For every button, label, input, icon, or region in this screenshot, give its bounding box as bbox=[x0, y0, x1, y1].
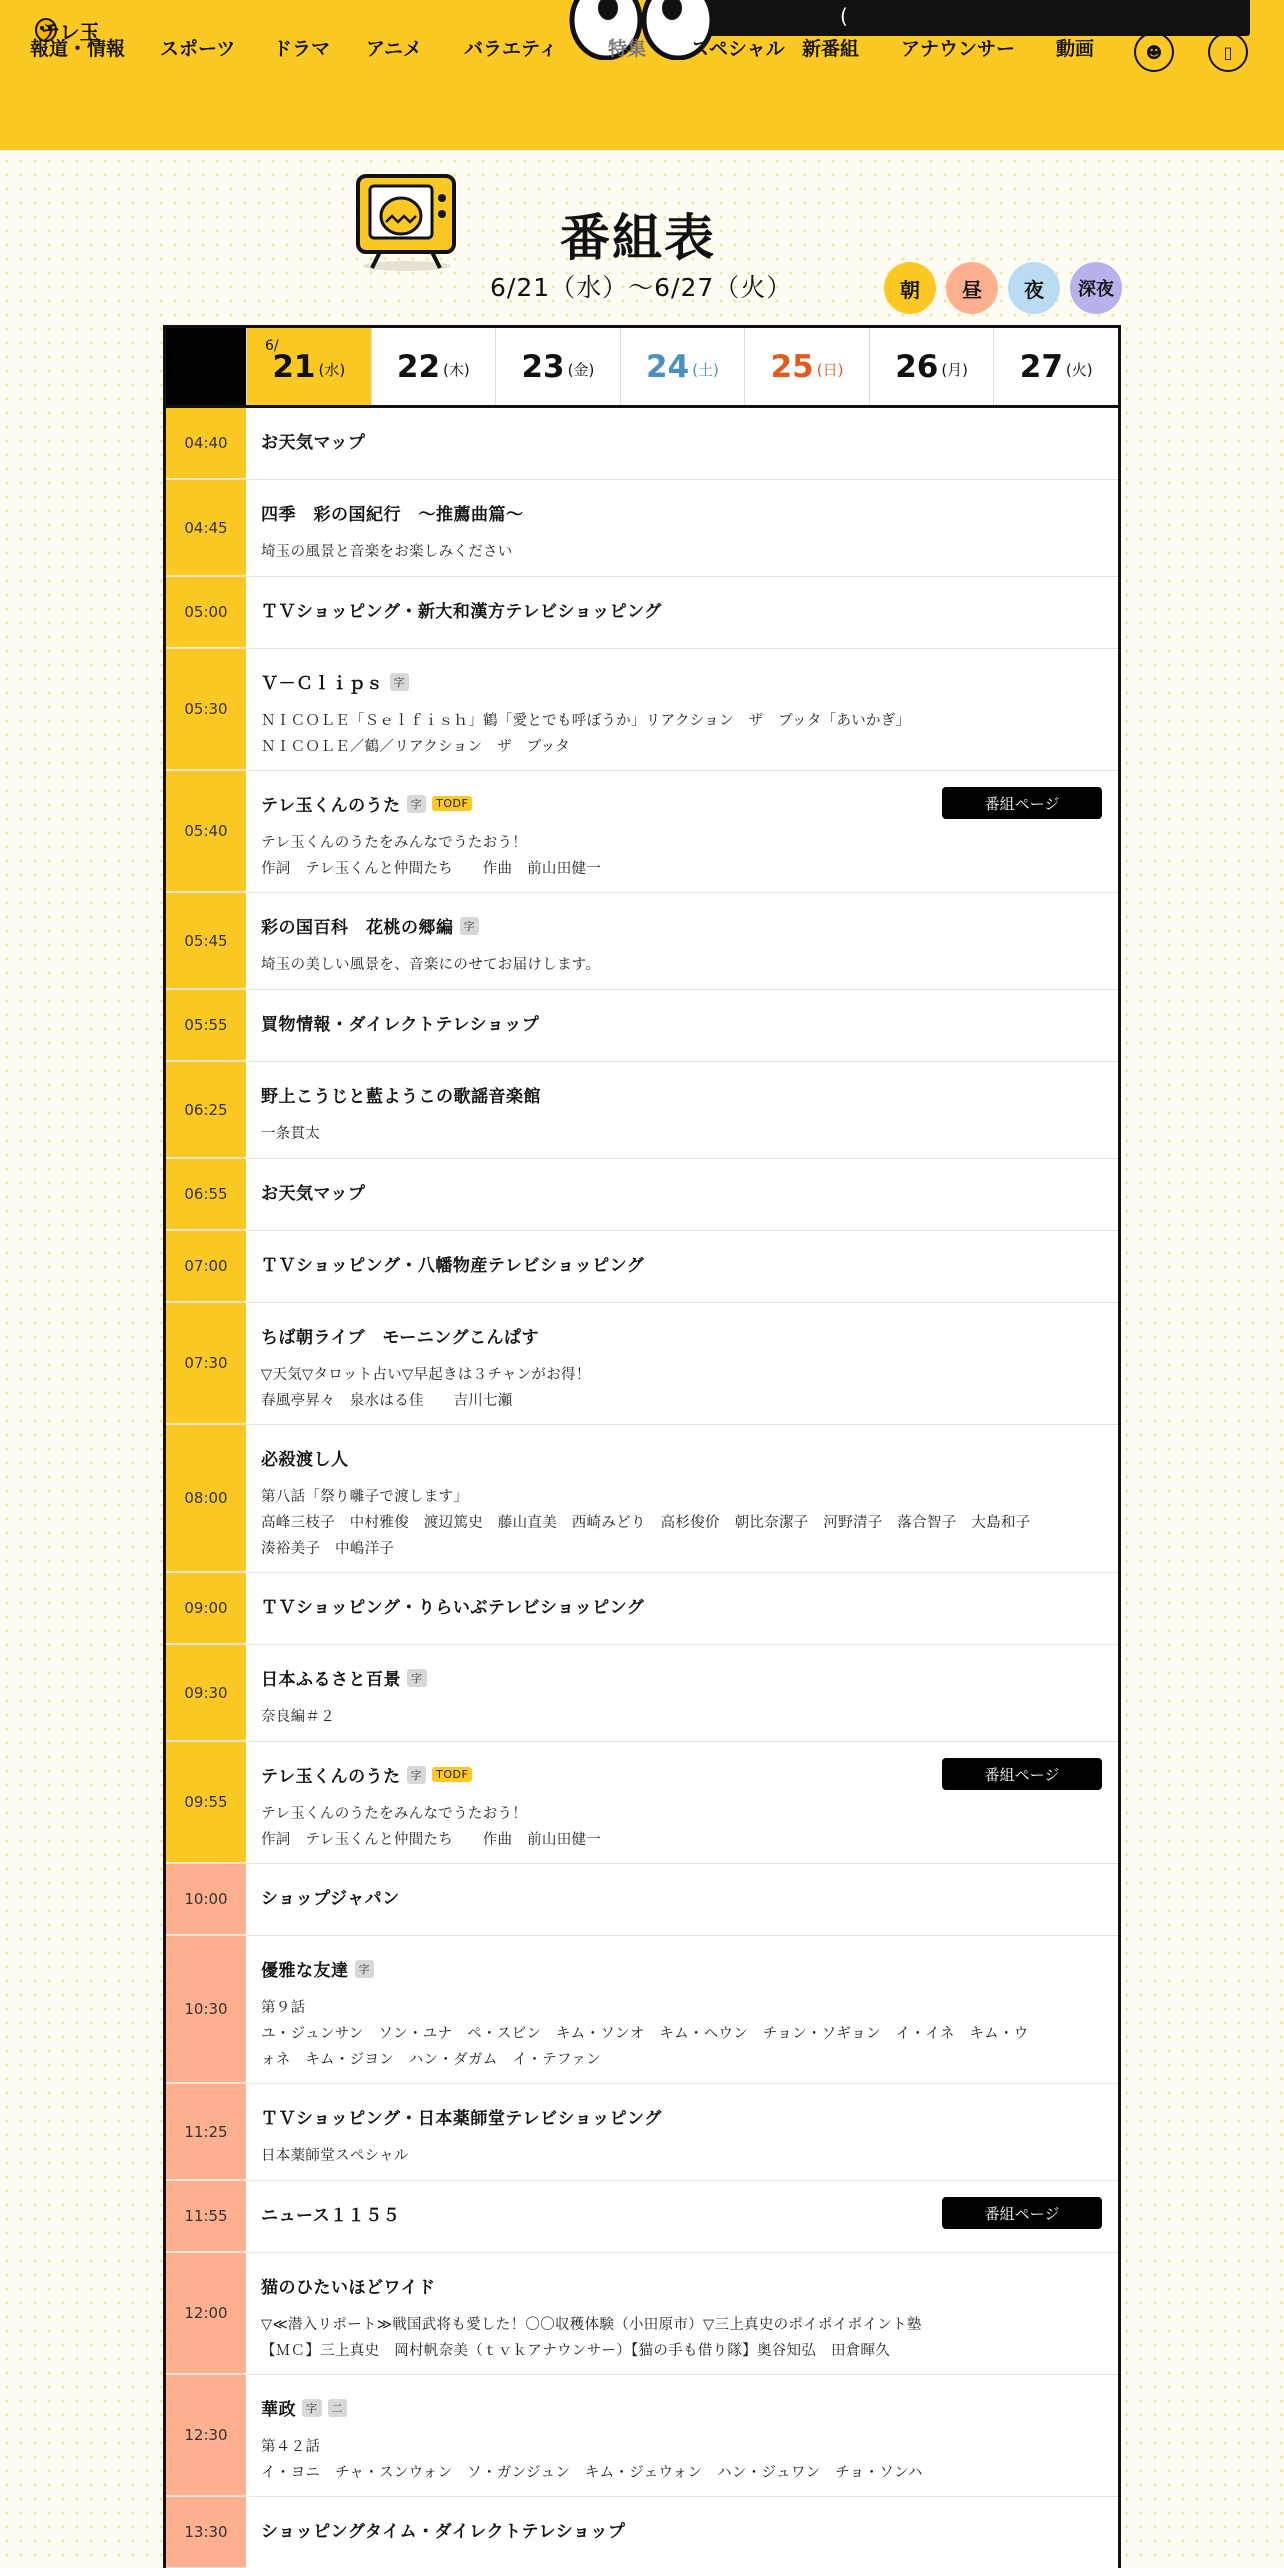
program-info bbox=[261, 1010, 1102, 1035]
filter-latenight-button[interactable]: 深夜 bbox=[1070, 262, 1122, 314]
caption-badge: 二 bbox=[328, 2399, 348, 2417]
program-row bbox=[166, 1936, 1118, 2084]
search-glyph: ( bbox=[840, 4, 848, 28]
program-title[interactable] bbox=[261, 2517, 1102, 2542]
program-title-text: Ｖ－Ｃｌｉｐｓ bbox=[261, 674, 384, 694]
nav-sports[interactable]: スポーツ bbox=[160, 38, 236, 60]
program-time: 13:30 bbox=[166, 2497, 246, 2568]
caption-badge: 字 bbox=[355, 1960, 375, 1978]
program-title-text: 日本ふるさと百景 bbox=[261, 1670, 401, 1690]
program-description bbox=[261, 539, 1102, 565]
program-description-line: テレ玉くんのうたをみんなでうたおう！ bbox=[261, 1806, 528, 1822]
program-title-text: ショップジャパン bbox=[261, 1889, 400, 1909]
day-tab-21[interactable] bbox=[246, 328, 371, 405]
mascot-icon[interactable]: ☻ bbox=[1134, 32, 1174, 72]
program-description-line: ＮＩＣＯＬＥ／鶴／リアクション ザ ブッタ bbox=[261, 739, 571, 755]
program-info bbox=[261, 1082, 1102, 1147]
program-title[interactable] bbox=[261, 1665, 1102, 1690]
program-info bbox=[261, 1593, 1102, 1618]
nav-special[interactable]: スペシャル bbox=[690, 38, 785, 60]
program-row bbox=[166, 2253, 1118, 2375]
day-tab-weekday: (金) bbox=[567, 361, 595, 379]
caption-badge: 字 bbox=[460, 917, 480, 935]
program-title-text: お天気マップ bbox=[261, 1184, 366, 1204]
program-description-line: 作詞 テレ玉くんと仲間たち 作曲 前山田健一 bbox=[261, 1832, 602, 1848]
program-description bbox=[261, 1362, 1102, 1414]
program-time: 12:30 bbox=[166, 2375, 246, 2496]
program-title[interactable] bbox=[261, 1179, 1102, 1204]
program-title[interactable] bbox=[261, 2395, 1102, 2420]
program-row bbox=[166, 2181, 1118, 2253]
program-info bbox=[261, 669, 1102, 760]
program-row bbox=[166, 1573, 1118, 1645]
day-tab-number: 27 bbox=[1019, 348, 1063, 385]
program-title[interactable] bbox=[261, 1251, 1102, 1276]
program-row bbox=[166, 1425, 1118, 1573]
program-info bbox=[261, 1665, 1102, 1730]
program-info bbox=[261, 913, 1102, 978]
program-title-text: ＴＶショッピング・日本薬師堂テレビショッピング bbox=[261, 2109, 662, 2129]
program-title[interactable] bbox=[261, 913, 1102, 938]
program-time: 09:30 bbox=[166, 1645, 246, 1741]
program-title-text: ニュース１１５５ bbox=[261, 2206, 401, 2226]
program-title[interactable] bbox=[261, 1593, 1102, 1618]
program-title-text: 必殺渡し人 bbox=[261, 1450, 349, 1470]
caption-badge: 字 bbox=[302, 2399, 322, 2417]
program-description-line: 第八話「祭り囃子で渡します」 bbox=[261, 1489, 469, 1505]
program-title-text: ＴＶショッピング・りらいぶテレビショッピング bbox=[261, 1598, 645, 1618]
program-info bbox=[261, 2395, 1102, 2486]
program-description bbox=[261, 1704, 1102, 1730]
program-time: 04:45 bbox=[166, 480, 246, 576]
day-tabs bbox=[166, 328, 1118, 408]
program-description bbox=[261, 2434, 1102, 2486]
program-title[interactable] bbox=[261, 1082, 1102, 1107]
program-description-line: 第９話 bbox=[261, 2000, 306, 2016]
program-description bbox=[261, 1801, 1102, 1853]
program-description-line: 春風亭昇々 泉水はる佳 吉川七瀬 bbox=[261, 1393, 513, 1409]
program-time: 05:45 bbox=[166, 893, 246, 989]
program-description bbox=[261, 830, 1102, 882]
program-description-line: 埼玉の風景と音楽をお楽しみください bbox=[261, 544, 513, 560]
program-description bbox=[261, 2143, 1102, 2169]
nav-drama[interactable]: ドラマ bbox=[273, 38, 331, 60]
program-title-text: 華政 bbox=[261, 2400, 296, 2420]
day-tab-27[interactable] bbox=[993, 328, 1118, 405]
program-row bbox=[166, 2375, 1118, 2497]
nav-video[interactable]: 動画 bbox=[1056, 38, 1095, 60]
program-row bbox=[166, 1645, 1118, 1742]
program-time: 11:55 bbox=[166, 2181, 246, 2252]
program-title[interactable] bbox=[261, 1010, 1102, 1035]
program-row bbox=[166, 1864, 1118, 1936]
nav-feature[interactable]: 特集 bbox=[608, 38, 647, 60]
program-description-line: 奈良編＃２ bbox=[261, 1709, 335, 1725]
program-time: 09:55 bbox=[166, 1742, 246, 1863]
caption-badge: 字 bbox=[407, 1766, 427, 1784]
program-info bbox=[261, 1884, 1102, 1909]
program-title[interactable] bbox=[261, 669, 1102, 694]
caption-badge: 字 bbox=[407, 1669, 427, 1687]
program-row bbox=[166, 1159, 1118, 1231]
program-row bbox=[166, 2084, 1118, 2181]
day-tab-weekday: (土) bbox=[692, 361, 719, 379]
program-time: 09:00 bbox=[166, 1573, 246, 1644]
filter-daytime-button[interactable]: 昼 bbox=[946, 262, 998, 314]
schedule-table bbox=[163, 325, 1121, 2568]
day-tab-number: 22 bbox=[396, 348, 441, 385]
program-description-line: 湊裕美子 中嶋洋子 bbox=[261, 1541, 395, 1557]
program-description bbox=[261, 1995, 1102, 2073]
program-info bbox=[261, 1956, 1102, 2073]
program-time: 07:00 bbox=[166, 1231, 246, 1302]
program-row bbox=[166, 1742, 1118, 1864]
program-time: 07:30 bbox=[166, 1303, 246, 1424]
program-title[interactable] bbox=[261, 428, 1102, 453]
day-tab-24[interactable] bbox=[620, 328, 745, 405]
day-tab-weekday: (月) bbox=[941, 361, 969, 379]
day-tab-number: 21 bbox=[272, 348, 316, 385]
program-title-text: 買物情報・ダイレクトテレショップ bbox=[261, 1015, 540, 1035]
day-tab-26[interactable] bbox=[869, 328, 994, 405]
program-title-text: テレ玉くんのうた bbox=[261, 796, 401, 816]
tab-corner bbox=[166, 328, 246, 405]
program-time: 06:55 bbox=[166, 1159, 246, 1230]
program-info bbox=[261, 2104, 1102, 2169]
nav-anime[interactable]: アニメ bbox=[366, 38, 423, 60]
page-title: 番組表 bbox=[560, 209, 716, 267]
program-title[interactable] bbox=[261, 1884, 1102, 1909]
program-title[interactable] bbox=[261, 1323, 1102, 1348]
program-title-text: 優雅な友達 bbox=[261, 1961, 349, 1981]
program-row bbox=[166, 771, 1118, 893]
day-tab-weekday: (火) bbox=[1065, 361, 1093, 379]
program-description-line: ▽天気▽タロット占い▽早起きは３チャンがお得！ bbox=[261, 1367, 591, 1383]
program-description-line: ＮＩＣＯＬＥ「Ｓｅｌｆｉｓｈ」鶴「愛とでも呼ぼうか」リアクション ザ ブッタ「あいかぎ」 bbox=[261, 713, 911, 729]
program-description-line: 第４２話 bbox=[261, 2439, 321, 2455]
filter-evening-button[interactable]: 夜 bbox=[1008, 262, 1060, 314]
program-row bbox=[166, 1231, 1118, 1303]
program-description-line: ▽≪潜入リポート≫戦国武将も愛した！〇〇収穫体験（小田原市）▽三上真史のポイポイポイント塾 bbox=[261, 2317, 922, 2333]
program-title-text: ＴＶショッピング・八幡物産テレビショッピング bbox=[261, 1256, 645, 1276]
program-page-button[interactable]: 番組ページ bbox=[942, 787, 1102, 819]
program-row bbox=[166, 1062, 1118, 1159]
program-time: 08:00 bbox=[166, 1425, 246, 1572]
date-range: 6/21（水）〜6/27（火） bbox=[490, 273, 793, 302]
program-description-line: ユ・ジュンサン ソン・ユナ ペ・スビン キム・ソンオ キム・ヘウン チョン・ソギョン イ・イネ キム・ウ bbox=[261, 2026, 1029, 2042]
program-info bbox=[261, 597, 1102, 622]
nav-announcers[interactable]: アナウンサー bbox=[901, 38, 1016, 60]
program-time: 05:40 bbox=[166, 771, 246, 892]
program-row bbox=[166, 649, 1118, 771]
day-tab-number: 26 bbox=[895, 348, 939, 385]
program-description-line: 【ＭＣ】三上真史 岡村帆奈美（ｔｖｋアナウンサー）【猫の手も借り隊】奥谷知弘 田倉暉久 bbox=[261, 2343, 891, 2359]
program-title-text: ＴＶショッピング・新大和漢方テレビショッピング bbox=[261, 602, 662, 622]
program-row bbox=[166, 990, 1118, 1062]
program-time: 04:40 bbox=[166, 408, 246, 479]
program-page-button[interactable]: 番組ページ bbox=[942, 2197, 1102, 2229]
program-row bbox=[166, 893, 1118, 990]
program-info bbox=[261, 1323, 1102, 1414]
nav-news[interactable]: 報道・情報 bbox=[30, 38, 126, 60]
program-time: 05:30 bbox=[166, 649, 246, 770]
day-tab-22[interactable] bbox=[371, 328, 496, 405]
program-description-line: 作詞 テレ玉くんと仲間たち 作曲 前山田健一 bbox=[261, 861, 602, 877]
program-title-text: 野上こうじと藍ようこの歌謡音楽館 bbox=[261, 1087, 541, 1107]
program-title[interactable] bbox=[261, 1445, 1102, 1470]
day-tab-number: 25 bbox=[770, 348, 814, 385]
program-time: 05:55 bbox=[166, 990, 246, 1061]
day-tab-weekday: (日) bbox=[816, 361, 844, 379]
program-row bbox=[166, 480, 1118, 577]
program-rows bbox=[166, 408, 1118, 2568]
program-description-line: 一条貫太 bbox=[261, 1126, 321, 1142]
day-tab-number: 24 bbox=[646, 348, 690, 385]
program-title[interactable] bbox=[261, 2273, 1102, 2298]
program-title-text: 四季 彩の国紀行 〜推薦曲篇〜 bbox=[261, 505, 524, 525]
nav-new-programs[interactable]: 新番組 bbox=[802, 38, 860, 60]
tv-mascot-illustration bbox=[352, 168, 462, 272]
program-description-line: ォネ キム・ジヨン ハン・ダガム イ・テファン bbox=[261, 2052, 601, 2068]
program-description bbox=[261, 1121, 1102, 1147]
program-title-text: ちば朝ライブ モーニングこんぱす bbox=[261, 1328, 539, 1348]
program-description bbox=[261, 1484, 1102, 1562]
header-zigzag-edge bbox=[0, 128, 1284, 152]
logo-text: テレ玉 bbox=[40, 20, 100, 44]
program-time: 12:00 bbox=[166, 2253, 246, 2374]
program-time: 11:25 bbox=[166, 2084, 246, 2180]
program-title[interactable] bbox=[261, 500, 1102, 525]
program-description bbox=[261, 952, 1102, 978]
program-description-line: 日本薬師堂スペシャル bbox=[261, 2148, 409, 2164]
program-page-button[interactable]: 番組ページ bbox=[942, 1758, 1102, 1790]
program-row bbox=[166, 1303, 1118, 1425]
todf-badge: TODF bbox=[432, 1767, 472, 1782]
program-title-text: お天気マップ bbox=[261, 433, 366, 453]
program-title[interactable] bbox=[261, 2104, 1102, 2129]
program-row bbox=[166, 408, 1118, 480]
caption-badge: 字 bbox=[390, 673, 410, 691]
program-info bbox=[261, 2273, 1102, 2364]
search-bar[interactable] bbox=[700, 0, 1250, 36]
day-tab-23[interactable] bbox=[495, 328, 620, 405]
program-time: 06:25 bbox=[166, 1062, 246, 1158]
program-time: 10:00 bbox=[166, 1864, 246, 1935]
program-row bbox=[166, 2497, 1118, 2568]
day-tab-weekday: (木) bbox=[443, 361, 470, 379]
day-tab-number: 23 bbox=[521, 348, 565, 385]
filter-morning-button[interactable]: 朝 bbox=[884, 262, 936, 314]
site-header bbox=[0, 0, 1284, 150]
todf-badge: TODF bbox=[432, 796, 472, 811]
program-info bbox=[261, 1179, 1102, 1204]
program-description-line: 埼玉の美しい風景を、音楽にのせてお届けします。 bbox=[261, 957, 601, 973]
program-description-line: テレ玉くんのうたをみんなでうたおう！ bbox=[261, 835, 528, 851]
program-description bbox=[261, 2312, 1102, 2364]
program-description bbox=[261, 708, 1102, 760]
day-tab-25[interactable] bbox=[744, 328, 869, 405]
program-info bbox=[261, 428, 1102, 453]
program-row bbox=[166, 577, 1118, 649]
phone-icon[interactable]: ▯ bbox=[1208, 32, 1248, 72]
day-tab-weekday: (水) bbox=[318, 361, 346, 379]
program-description-line: イ・ヨニ チャ・スンウォン ソ・ガンジュン キム・ジェウォン ハン・ジュワン チョ・ソンハ bbox=[261, 2465, 923, 2481]
program-title[interactable] bbox=[261, 597, 1102, 622]
program-info bbox=[261, 1445, 1102, 1562]
program-title-text: 猫のひたいほどワイド bbox=[261, 2278, 436, 2298]
caption-badge: 字 bbox=[407, 795, 427, 813]
program-description-line: 高峰三枝子 中村雅俊 渡辺篤史 藤山直美 西崎みどり 高杉俊价 朝比奈潔子 河野清子 落合智子 大島和子 bbox=[261, 1515, 1031, 1531]
day-tab-month: 6/ bbox=[265, 338, 279, 354]
program-title-text: ショッピングタイム・ダイレクトテレショップ bbox=[261, 2522, 626, 2542]
program-info bbox=[261, 1251, 1102, 1276]
program-info bbox=[261, 500, 1102, 565]
program-info bbox=[261, 2517, 1102, 2542]
nav-variety[interactable]: バラエティ bbox=[464, 38, 558, 60]
program-time: 10:30 bbox=[166, 1936, 246, 2083]
program-title[interactable] bbox=[261, 1956, 1102, 1981]
program-title-text: 彩の国百科 花桃の郷編 bbox=[261, 918, 454, 938]
program-title-text: テレ玉くんのうた bbox=[261, 1767, 401, 1787]
program-time: 05:00 bbox=[166, 577, 246, 648]
